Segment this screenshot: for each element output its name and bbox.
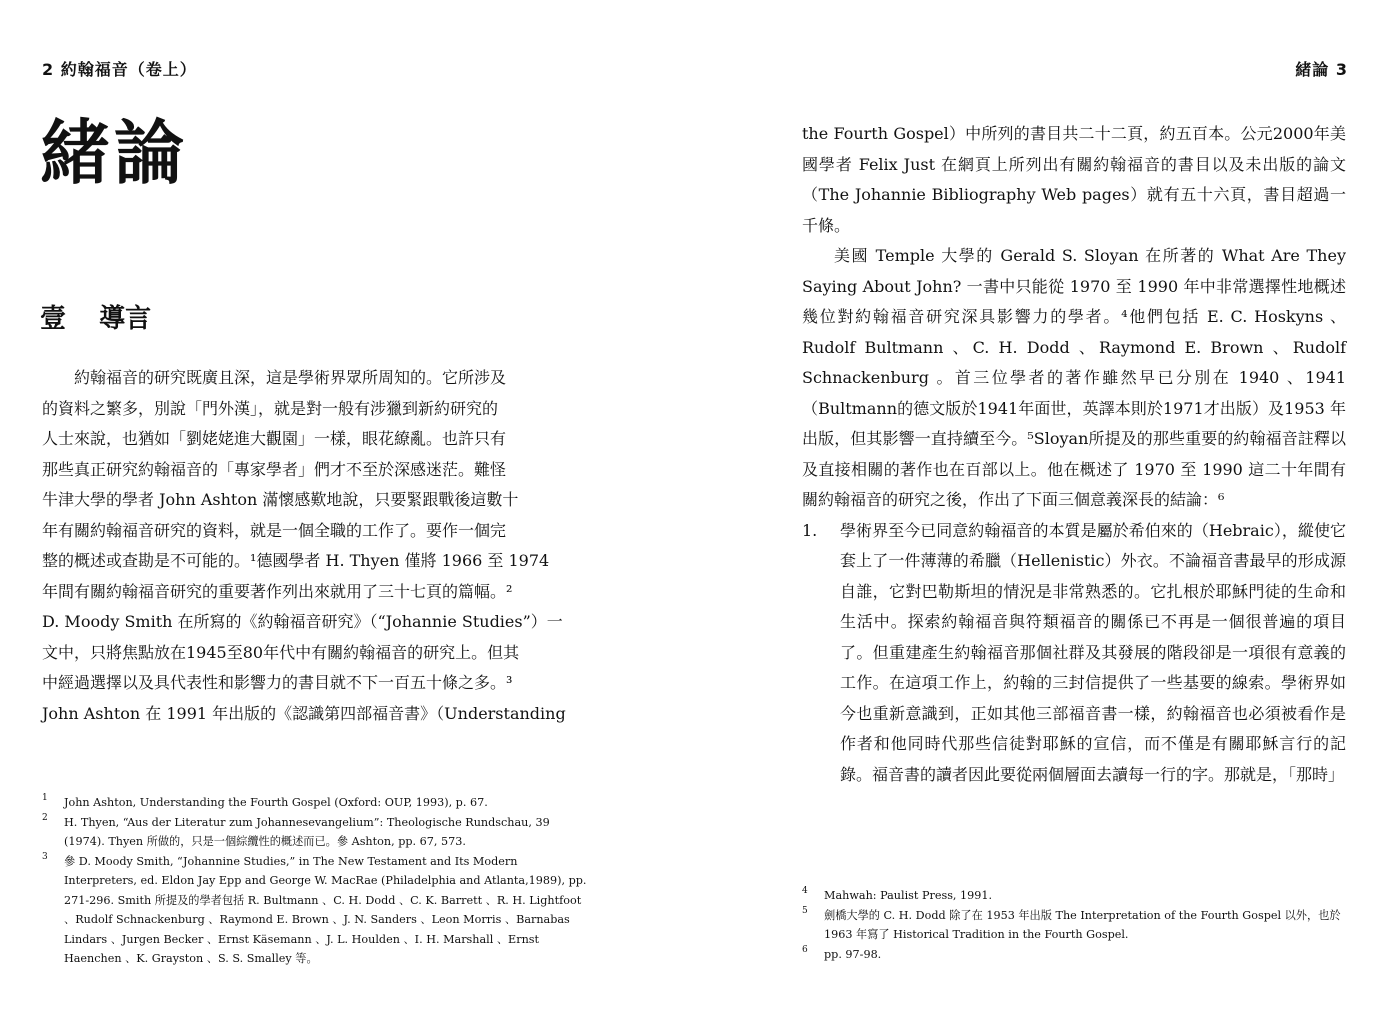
- conclusion-list-item: [802, 516, 1346, 791]
- footnote-text: pp. 97-98.: [824, 947, 882, 961]
- footnote: [42, 813, 588, 852]
- section-number: 壹: [40, 304, 67, 334]
- body-line: 人士來說，也猶如「劉姥姥進大觀園」一樣，眼花繚亂。也許只有: [42, 429, 507, 448]
- left-page: [0, 0, 640, 1016]
- footnote: [42, 852, 588, 969]
- footnote: [802, 886, 1348, 906]
- body-line: John Ashton 在 1991 年出版的《認識第四部福音書》（Understanding: [42, 703, 566, 723]
- footnote-text: Mahwah: Paulist Press, 1991.: [824, 889, 993, 902]
- footnote-number: 4: [802, 886, 808, 896]
- list-text: 學術界至今已同意約翰福音的本質是屬於希伯來的（Hebraic），縱使它套上了一件薄薄的希臘（Hellenistic）外衣。不論福音書最早的形成源自誰，它對巴勒斯坦的情況是非常熟悉的。它扎根於耶穌門徒的生命和生活中。探索約翰福音與符類福音的關係已不再是一個很普遍的項目了。但重建產生約翰福音那個社群及其發展的階段卻是一項很有意義的工作。在這項工作上，約翰的三封信提供了一些基要的線索。學術界如今也重新意識到，正如其他三部福音書一樣，約翰福音也必須被看作是作者和他同時代那些信徒對耶穌的宣信，而不僅是有關耶穌言行的記錄。福音書的讀者因此要從兩個層面去讀每一行的字。那就是，「那時」: [840, 520, 1346, 784]
- chapter-title: 緒論: [40, 112, 188, 194]
- body-line: 文中，只將焦點放在1945至80年代中有關約翰福音的研究上。但其: [42, 642, 520, 662]
- footnote-number: 6: [802, 944, 808, 955]
- footnote-text: 參 D. Moody Smith, “Johannine Studies,” in The New Testament and Its Modern Interpreters, ed. Eldon Jay Epp and George W. MacRae (Philadelphia and Atlanta,1989), pp. 271-296. Smith 所提及的學者包括 R. Bultmann 、C. H. Dodd 、C. K. Barrett 、R. H. Lightfoot 、Rudolf Schnackenburg 、Raymond E. Brown 、J. N. Sanders 、Leon Morris 、Barnabas Lindars 、Jurgen Becker 、Ernst Käsemann 、J. L. Houlden 、I. H. Marshall 、Ernst Haenchen 、K. Grayston 、S. S. Smalley 等。: [64, 854, 587, 965]
- right-body-text: [802, 119, 1346, 790]
- right-page: [760, 0, 1400, 1016]
- body-line: 的資料之繁多，別說「門外漢」，就是對一般有涉獵到新約研究的: [42, 398, 499, 418]
- footnote-text: 劍橋大學的 C. H. Dodd 除了在 1953 年出版 The Interpretation of the Fourth Gospel 以外，也於 1963 年寫了 Historical Tradition in the Fourth Gospel.: [824, 908, 1341, 941]
- left-body-text: [42, 363, 586, 729]
- body-line: 那些真正研究約翰福音的「專家學者」們才不至於深感迷茫。難怪: [42, 459, 507, 479]
- section-heading: [40, 298, 151, 335]
- body-line: 年有關約翰福音研究的資料，就是一個全職的工作了。要作一個完: [42, 520, 507, 540]
- body-line: 整的概述或查勘是不可能的。¹德國學者 H. Thyen 僅將 1966 至 1974: [42, 551, 550, 570]
- list-number: 1.: [802, 520, 818, 540]
- left-footnotes: [42, 793, 588, 969]
- footnote-number: 2: [42, 812, 48, 823]
- footnote: [802, 945, 1348, 965]
- right-footnotes: [802, 886, 1348, 964]
- footnote: [802, 906, 1348, 945]
- running-head-left: 2 約翰福音（卷上）: [42, 60, 197, 79]
- body-line: 牛津大學的學者 John Ashton 滿懷感歎地說，只要緊跟戰後這數十: [42, 490, 519, 509]
- running-head-right: 緒論 3: [1295, 60, 1348, 79]
- body-paragraph: the Fourth Gospel）中所列的書目共二十二頁，約五百本。公元2000年美國學者 Felix Just 在網頁上所列出有關約翰福音的書目以及未出版的論文（The Johannie Bibliography Web pages）就有五十六頁，書目超過一千條。: [802, 124, 1346, 235]
- footnote-text: John Ashton, Understanding the Fourth Gospel (Oxford: OUP, 1993), p. 67.: [64, 796, 488, 809]
- footnote-number: 5: [802, 905, 808, 916]
- footnote: [42, 793, 588, 813]
- footnote-text: H. Thyen, “Aus der Literatur zum Johannesevangelium”: Theologische Rundschau, 39 (1974). Thyen 所做的，只是一個綜纜性的概述而已。參 Ashton, pp. 67, 573.: [64, 815, 550, 848]
- footnote-number: 1: [42, 793, 48, 803]
- body-line: 中經過選擇以及具代表性和影響力的書目就不下一百五十條之多。³: [42, 673, 513, 692]
- section-title: 導言: [99, 304, 152, 334]
- footnote-number: 3: [42, 851, 48, 862]
- body-line: 約翰福音的研究既廣且深，這是學術界眾所周知的。它所涉及: [74, 368, 507, 387]
- body-line: D. Moody Smith 在所寫的《約翰福音研究》（“Johannie Studies”）一: [42, 612, 563, 631]
- body-line: 年間有關約翰福音研究的重要著作列出來就用了三十七頁的篇幅。²: [42, 581, 513, 601]
- body-paragraph: 美國 Temple 大學的 Gerald S. Sloyan 在所著的 What Are They Saying About John? 一書中只能從 1970 至 1990 年中非常選擇性地概述幾位對約翰福音研究深具影響力的學者。⁴他們包括 E. C. Hoskyns 、Rudolf Bultmann 、C. H. Dodd 、Raymond E. Brown 、Rudolf Schnackenburg 。首三位學者的著作雖然早已分別在 1940 、1941（Bultmann的德文版於1941年面世，英譯本則於1971才出版）及1953 年出版，但其影響一直持續至今。⁵Sloyan所提及的那些重要的約翰福音註釋以及直接相關的著作也在百部以上。他在概述了 1970 至 1990 這二十年間有關約翰福音的研究之後，作出了下面三個意義深長的結論：⁶: [802, 246, 1346, 509]
